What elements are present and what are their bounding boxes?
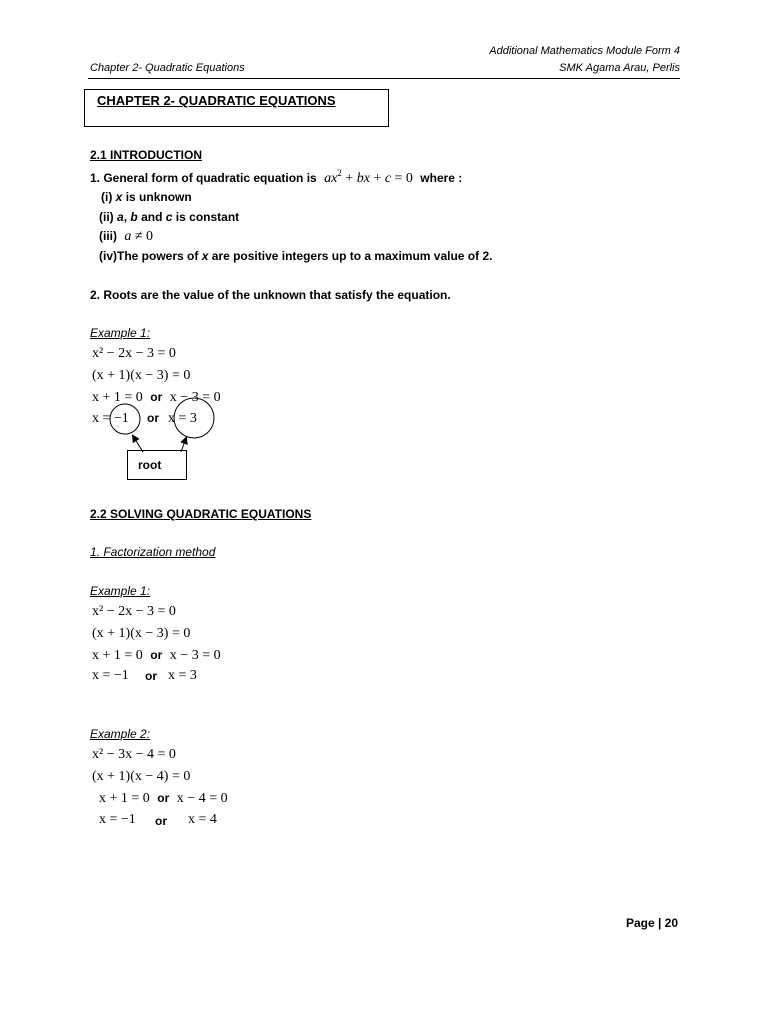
example-intro-label: Example 1: bbox=[90, 326, 151, 340]
root-label: root bbox=[138, 458, 162, 472]
condition-var: c bbox=[165, 210, 173, 224]
chapter-title: CHAPTER 2- QUADRATIC EQUATIONS bbox=[97, 93, 336, 108]
eq-right: x − 4 = 0 bbox=[176, 791, 228, 806]
example-2-eq1: x² − 3x − 4 = 0 bbox=[92, 747, 176, 762]
example-1-label: Example 1: bbox=[90, 584, 151, 598]
example-intro-eq4b: x = 3 bbox=[168, 411, 197, 426]
eq-left: x + 1 = 0 bbox=[92, 648, 143, 663]
example-1-eq2: (x + 1)(x − 3) = 0 bbox=[92, 626, 191, 641]
or-word: or bbox=[147, 411, 159, 425]
condition-var: x bbox=[201, 249, 209, 263]
condition-label: (ii) bbox=[99, 210, 114, 224]
condition-var: b bbox=[130, 210, 138, 224]
or-word: or bbox=[150, 390, 163, 404]
condition-and: and bbox=[141, 210, 163, 224]
school-name: SMK Agama Arau, Perlis bbox=[559, 62, 680, 74]
general-form-equation: $ax^2$ + bx + c = 0 bbox=[324, 168, 413, 186]
module-title: Additional Mathematics Module Form 4 bbox=[489, 45, 680, 57]
root-circle-2 bbox=[174, 398, 214, 438]
condition-var: a bbox=[117, 210, 124, 224]
eq-right: x − 3 = 0 bbox=[169, 648, 221, 663]
example-2-eq3 bbox=[99, 791, 228, 807]
condition-3-rest: ≠ 0 bbox=[131, 229, 154, 244]
or-word: or bbox=[145, 669, 157, 683]
general-form-text: 1. General form of quadratic equation is bbox=[90, 171, 317, 185]
condition-text: are positive integers up to a maximum value of 2. bbox=[211, 249, 493, 263]
example-2-eq2: (x + 1)(x − 4) = 0 bbox=[92, 769, 191, 784]
or-word: or bbox=[157, 791, 170, 805]
condition-label: (iv)The powers of bbox=[99, 249, 199, 263]
example-2-eq4b: x = 4 bbox=[188, 812, 217, 827]
example-1-eq4b: x = 3 bbox=[168, 668, 197, 683]
condition-label: (i) bbox=[101, 190, 113, 204]
example-1-eq3 bbox=[92, 648, 221, 664]
eq-left: x + 1 = 0 bbox=[99, 791, 150, 806]
example-1-eq4a: x = −1 bbox=[92, 668, 129, 683]
example-intro-eq4a: x = −1 bbox=[92, 411, 129, 426]
condition-label: (iii) bbox=[99, 229, 117, 243]
example-1-eq1: x² − 2x − 3 = 0 bbox=[92, 604, 176, 619]
or-word: or bbox=[150, 648, 163, 662]
general-form-where: where : bbox=[420, 171, 463, 185]
condition-comma: , bbox=[123, 210, 128, 224]
example-intro-eq1: x² − 2x − 3 = 0 bbox=[92, 346, 176, 361]
example-intro-eq2: (x + 1)(x − 3) = 0 bbox=[92, 368, 191, 383]
condition-var: a bbox=[124, 229, 132, 244]
condition-var: x bbox=[115, 190, 123, 204]
condition-text: is unknown bbox=[125, 190, 192, 204]
running-chapter: Chapter 2- Quadratic Equations bbox=[90, 62, 245, 74]
eq-left: x + 1 = 0 bbox=[92, 390, 143, 405]
or-word: or bbox=[155, 814, 167, 828]
page-number: Page | 20 bbox=[625, 916, 678, 930]
eq-right: x − 3 = 0 bbox=[169, 390, 221, 405]
condition-text: is constant bbox=[175, 210, 240, 224]
example-2-label: Example 2: bbox=[90, 727, 151, 741]
root-circle-1 bbox=[110, 404, 140, 434]
roots-definition: 2. Roots are the value of the unknown that satisfy the equation. bbox=[90, 288, 451, 302]
section-solving-heading: 2.2 SOLVING QUADRATIC EQUATIONS bbox=[90, 507, 312, 521]
section-introduction-heading: 2.1 INTRODUCTION bbox=[90, 148, 203, 162]
factorization-method-label: 1. Factorization method bbox=[90, 545, 216, 559]
example-2-eq4a: x = −1 bbox=[99, 812, 136, 827]
